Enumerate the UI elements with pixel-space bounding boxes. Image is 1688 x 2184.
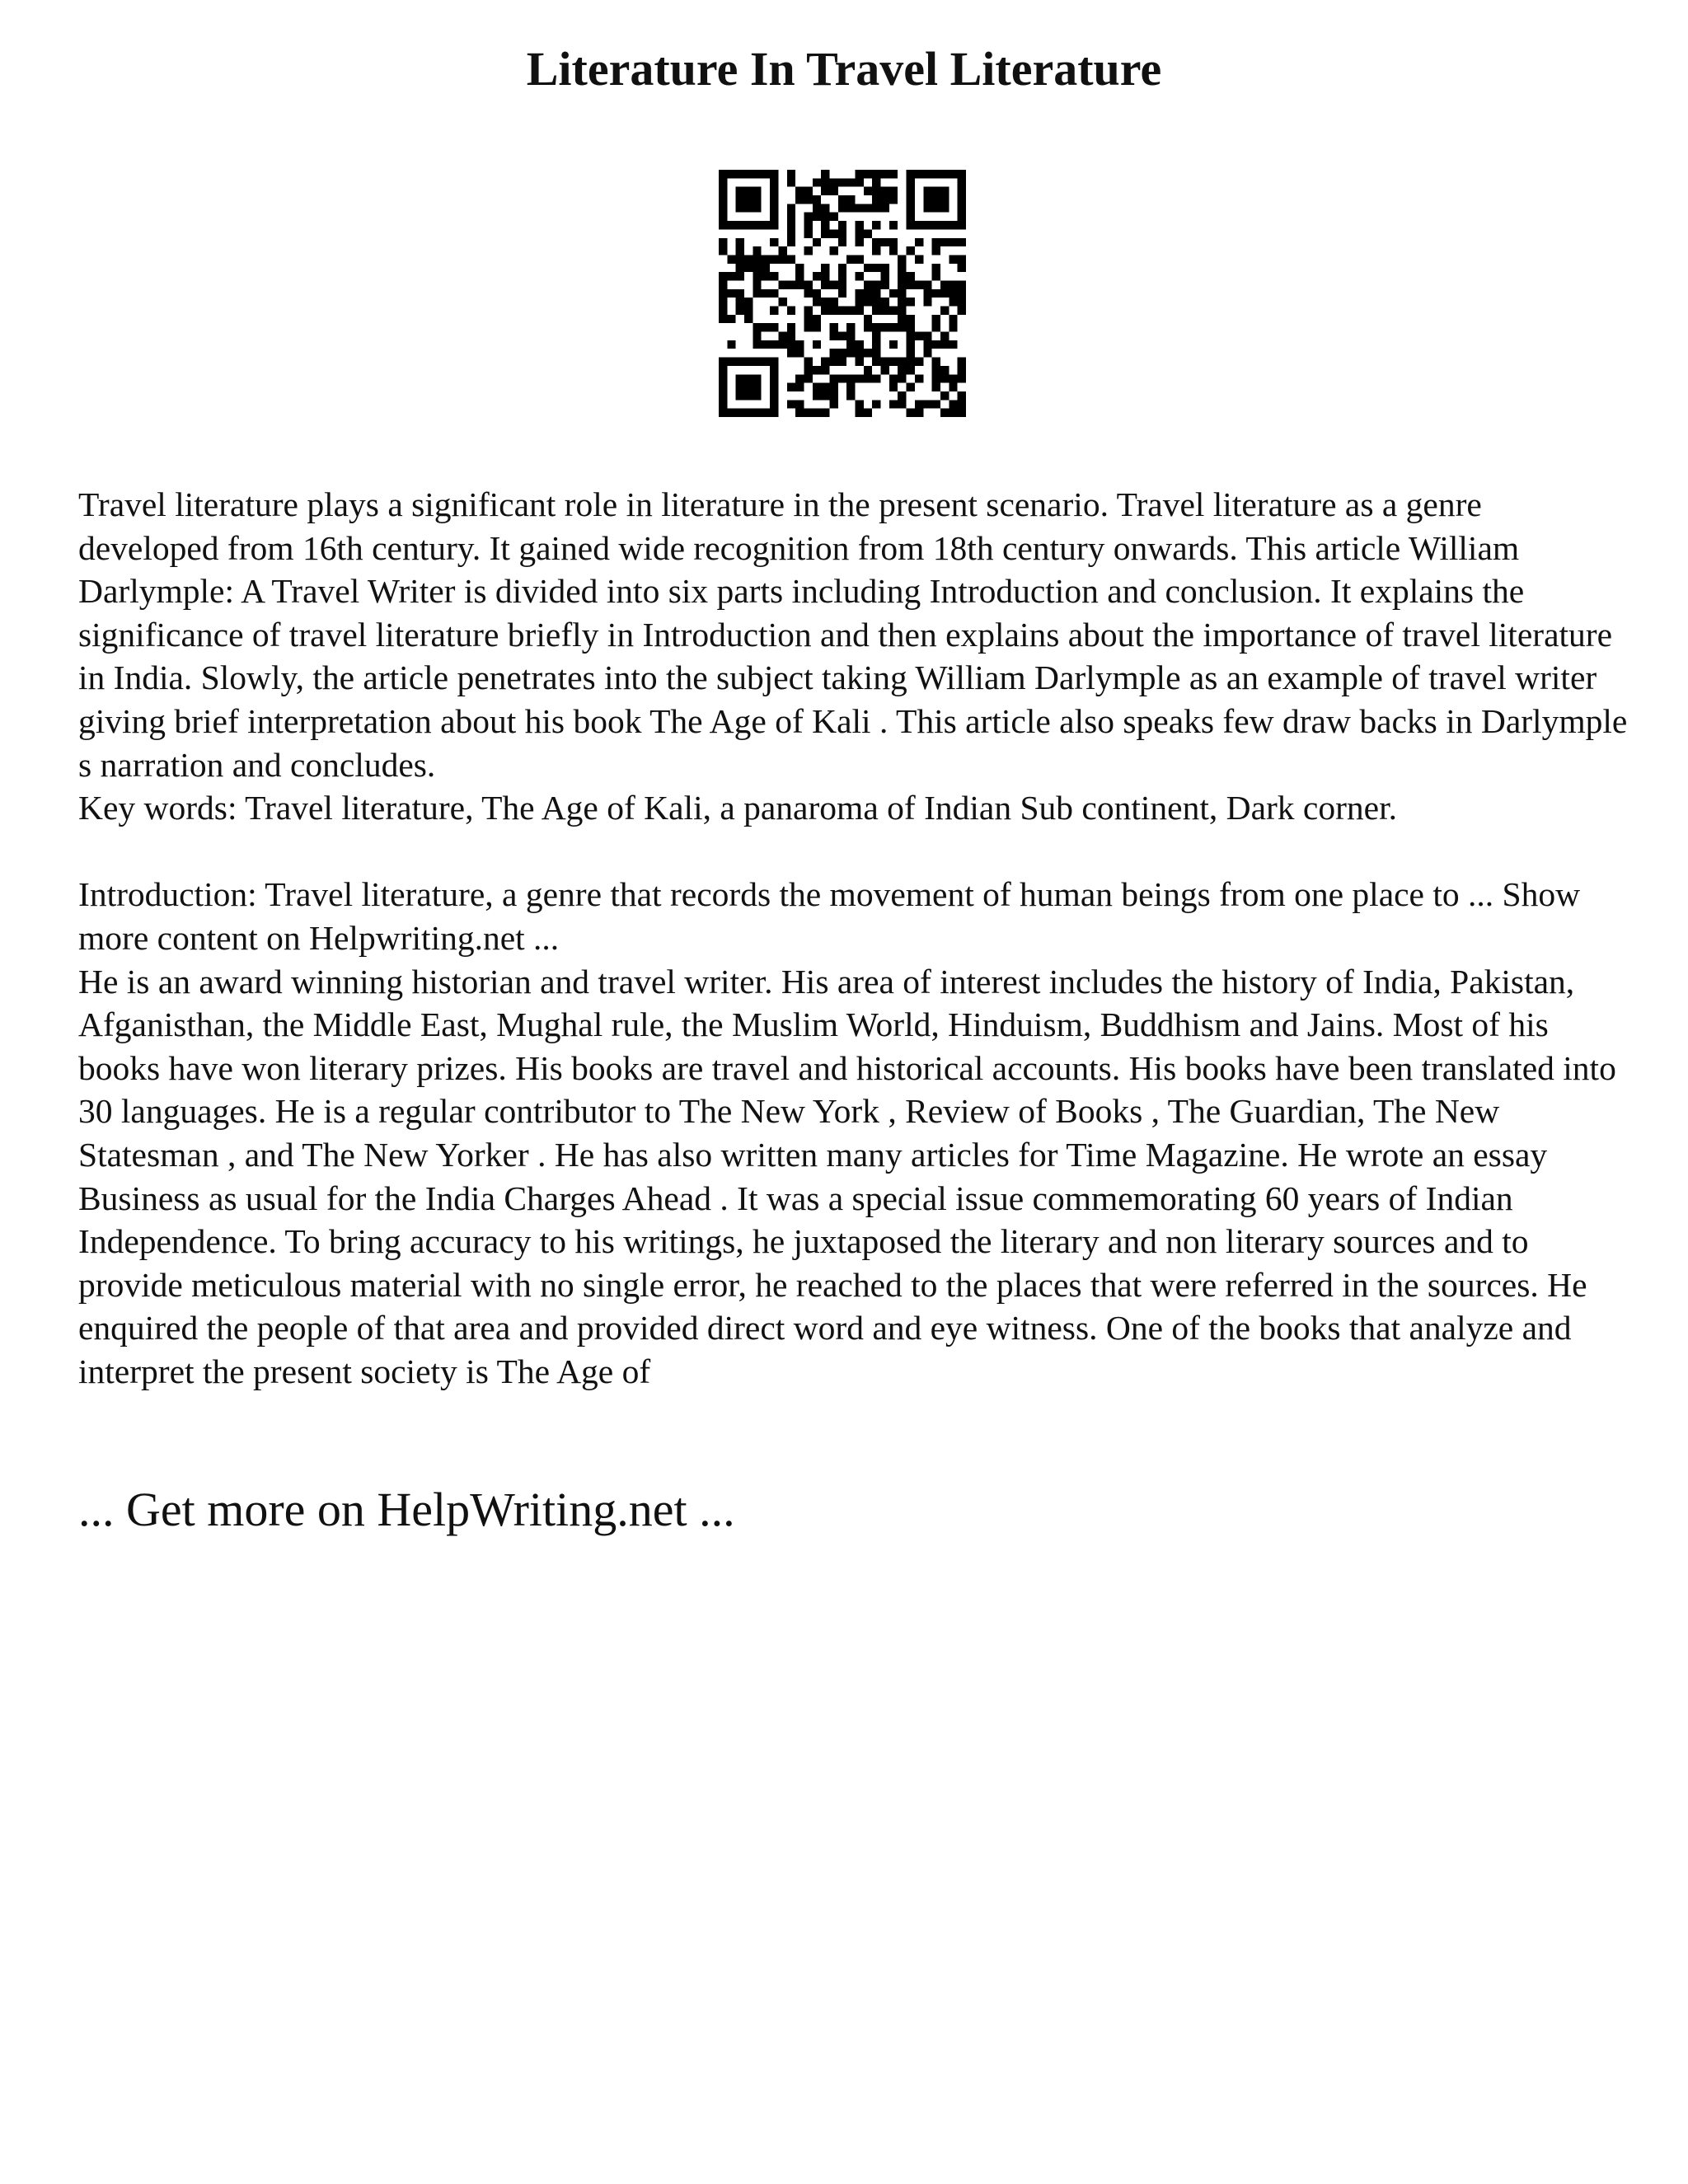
introduction-paragraph: Introduction: Travel literature, a genre that records the movement of human beings from one place to ... Show more content on Helpwriting.net ... [78, 875, 1581, 957]
paragraph-gap [78, 830, 1628, 874]
document-body [78, 483, 1628, 1393]
qr-code-icon [719, 170, 966, 417]
get-more-link[interactable]: ... Get more on HelpWriting.net ... [78, 1483, 735, 1536]
keywords-paragraph: Key words: Travel literature, The Age of Kali, a panaroma of Indian Sub continent, Dark corner. [78, 789, 1397, 827]
document-title: Literature In Travel Literature [526, 42, 1162, 96]
author-paragraph: He is an award winning historian and travel writer. His area of interest includes the history of India, Pakistan, Afganisthan, the Middle East, Mughal rule, the Muslim World, Hinduism, Buddhism and Jains. Most of his books have won literary prizes. His books are travel and historical accounts. His books have been translated into 30 languages. He is a regular contributor to The New York , Review of Books , The Guardian, The New Statesman , and The New Yorker . He has also written many articles for Time Magazine. He wrote an essay Business as usual for the India Charges Ahead . It was a special issue commemorating 60 years of Indian Independence. To bring accuracy to his writings, he juxtaposed the literary and non literary sources and to provide meticulous material with no single error, he reached to the places that were referred in the sources. He enquired the people of that area and provided direct word and eye witness. One of the books that analyze and interpret the present society is The Age of [78, 962, 1616, 1390]
abstract-paragraph: Travel literature plays a significant role in literature in the present scenario. Travel literature as a genre developed from 16th century. It gained wide recognition from 18th century onwards. This article William Darlymple: A Travel Writer is divided into six parts including Introduction and conclusion. It explains the significance of travel literature briefly in Introduction and then explains about the importance of travel literature in India. Slowly, the article penetrates into the subject taking William Darlymple as an example of travel writer giving brief interpretation about his book The Age of Kali . This article also speaks few draw backs in Darlymple s narration and concludes. [78, 485, 1628, 784]
